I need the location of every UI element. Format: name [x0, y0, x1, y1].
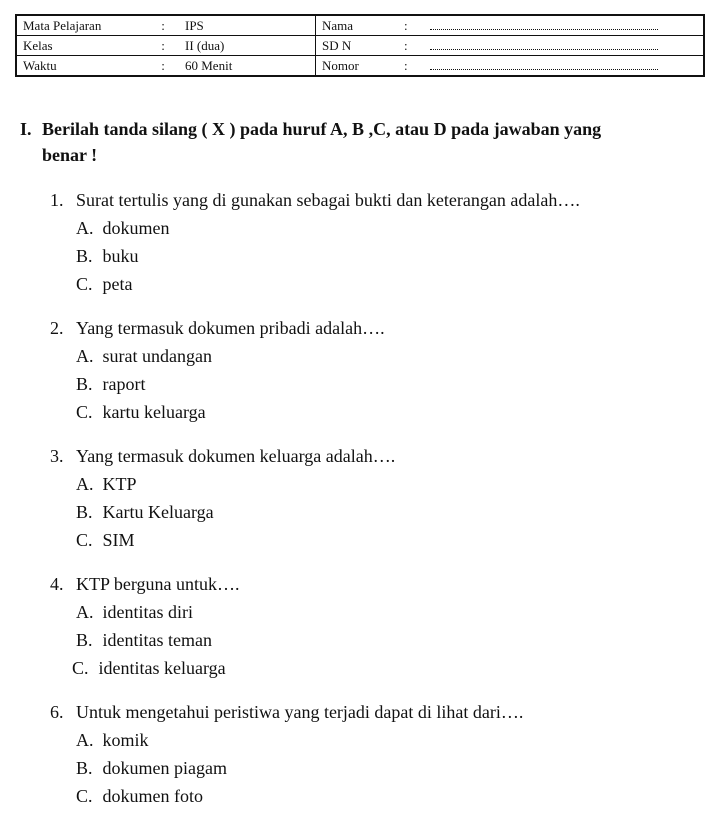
answer-option[interactable]	[50, 526, 710, 554]
class-value: II (dua)	[185, 37, 225, 53]
option-letter: B.	[76, 630, 93, 650]
answer-option[interactable]	[50, 470, 710, 498]
answer-option[interactable]	[50, 754, 710, 782]
option-text: identitas diri	[102, 602, 193, 622]
colon: :	[404, 57, 408, 73]
option-letter: A.	[76, 474, 94, 494]
question-item	[50, 186, 710, 298]
colon: :	[404, 37, 408, 53]
answer-option[interactable]	[50, 782, 710, 810]
answer-option[interactable]	[50, 598, 710, 626]
instruction	[20, 116, 710, 168]
option-letter: C.	[76, 786, 93, 806]
option-text: komik	[102, 730, 149, 750]
question-item	[50, 314, 710, 426]
option-letter: C.	[76, 402, 93, 422]
option-letter: A.	[76, 346, 94, 366]
option-letter: C.	[72, 658, 89, 678]
answer-option[interactable]	[50, 398, 710, 426]
time-label: Waktu	[23, 57, 57, 73]
colon: :	[161, 37, 165, 53]
spacer	[50, 426, 710, 442]
header-right-cell	[316, 56, 705, 77]
option-letter: B.	[76, 374, 93, 394]
question-line	[50, 314, 710, 342]
question-text: Yang termasuk dokumen keluarga adalah….	[76, 446, 396, 466]
question-number: 6.	[50, 702, 64, 722]
name-label: Nama	[322, 17, 354, 33]
question-number: 3.	[50, 446, 64, 466]
option-text: Kartu Keluarga	[102, 502, 214, 522]
option-text: surat undangan	[102, 346, 212, 366]
header-row	[16, 36, 704, 56]
spacer	[50, 554, 710, 570]
spacer	[50, 298, 710, 314]
option-letter: B.	[76, 758, 93, 778]
option-text: dokumen foto	[102, 786, 203, 806]
section-number: I.	[20, 119, 32, 139]
answer-option[interactable]	[50, 214, 710, 242]
header-right-cell	[316, 15, 705, 36]
header-table	[15, 14, 705, 77]
header-left-cell	[16, 36, 316, 56]
spacer	[50, 682, 710, 698]
school-label: SD N	[322, 37, 352, 53]
option-text: identitas teman	[102, 630, 212, 650]
option-text: KTP	[102, 474, 137, 494]
colon: :	[161, 17, 165, 33]
header-right-cell	[316, 36, 705, 56]
option-text: dokumen piagam	[102, 758, 227, 778]
colon: :	[161, 57, 165, 73]
class-label: Kelas	[23, 37, 53, 53]
name-blank	[430, 20, 658, 30]
answer-option[interactable]	[50, 270, 710, 298]
question-text: Untuk mengetahui peristiwa yang terjadi dapat di lihat dari….	[76, 702, 524, 722]
instruction-line-1: Berilah tanda silang ( X ) pada huruf A, B ,C, atau D pada jawaban yang	[42, 119, 602, 139]
option-text: raport	[102, 374, 146, 394]
question-text: KTP berguna untuk….	[76, 574, 240, 594]
subject-value: IPS	[185, 17, 204, 33]
question-line	[50, 698, 710, 726]
answer-option[interactable]	[50, 626, 710, 654]
question-item	[50, 442, 710, 554]
time-value: 60 Menit	[185, 57, 233, 73]
option-text: kartu keluarga	[102, 402, 206, 422]
option-text: SIM	[102, 530, 135, 550]
number-blank	[430, 60, 658, 70]
option-text: buku	[102, 246, 139, 266]
question-line	[50, 442, 710, 470]
header-row	[16, 15, 704, 36]
question-item	[50, 698, 710, 810]
header-left-cell	[16, 56, 316, 77]
option-text: identitas keluarga	[98, 658, 226, 678]
option-letter: A.	[76, 602, 94, 622]
answer-option[interactable]	[50, 654, 710, 682]
answer-option[interactable]	[50, 242, 710, 270]
answer-option[interactable]	[50, 498, 710, 526]
colon: :	[404, 17, 408, 33]
answer-option[interactable]	[50, 726, 710, 754]
option-letter: A.	[76, 218, 94, 238]
option-letter: B.	[76, 246, 93, 266]
option-letter: C.	[76, 274, 93, 294]
number-label: Nomor	[322, 57, 359, 73]
question-text: Yang termasuk dokumen pribadi adalah….	[76, 318, 385, 338]
question-list	[50, 186, 710, 810]
answer-option[interactable]	[50, 342, 710, 370]
question-number: 1.	[50, 190, 64, 210]
option-text: dokumen	[102, 218, 170, 238]
header-row	[16, 56, 704, 77]
school-blank	[430, 40, 658, 50]
question-item	[50, 570, 710, 682]
option-text: peta	[102, 274, 133, 294]
question-number: 4.	[50, 574, 64, 594]
question-text: Surat tertulis yang di gunakan sebagai bukti dan keterangan adalah….	[76, 190, 580, 210]
question-line	[50, 186, 710, 214]
option-letter: C.	[76, 530, 93, 550]
question-number: 2.	[50, 318, 64, 338]
instruction-line-2: benar !	[42, 145, 98, 165]
header-left-cell	[16, 15, 316, 36]
answer-option[interactable]	[50, 370, 710, 398]
option-letter: B.	[76, 502, 93, 522]
option-letter: A.	[76, 730, 94, 750]
subject-label: Mata Pelajaran	[23, 17, 102, 33]
question-line	[50, 570, 710, 598]
